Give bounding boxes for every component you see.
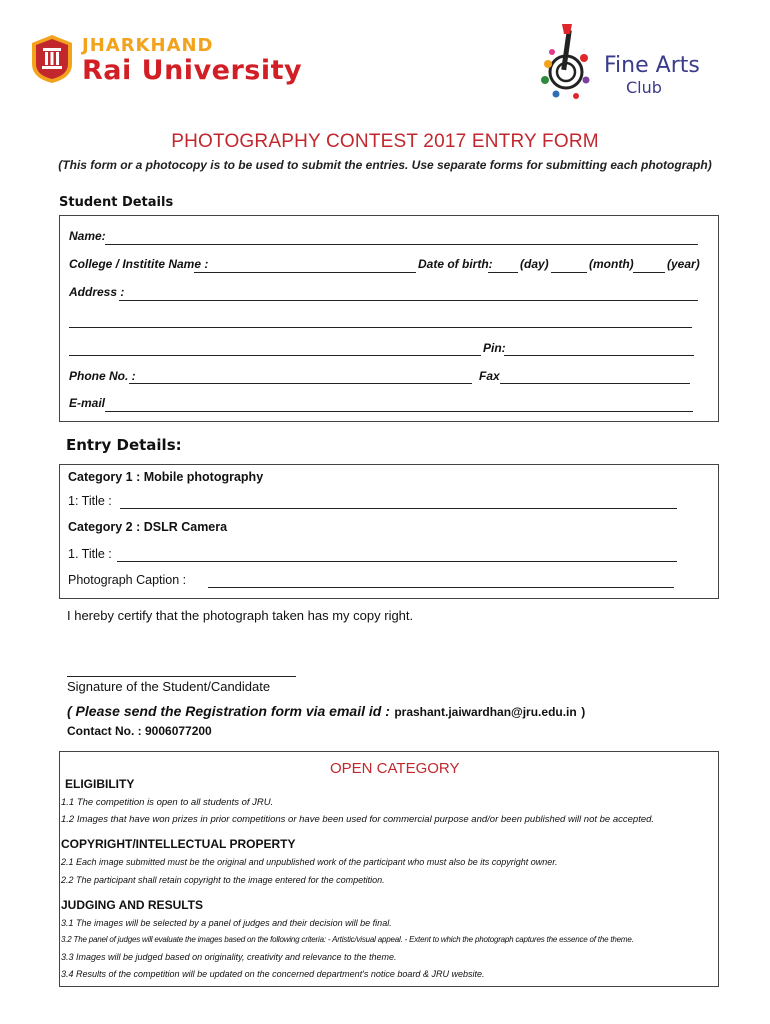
registration-suffix: )	[581, 705, 586, 719]
contact-number: Contact No. : 9006077200	[67, 724, 212, 738]
college-field[interactable]	[194, 272, 416, 273]
caption-field[interactable]	[208, 587, 674, 588]
entry-details-heading: Entry Details:	[66, 436, 182, 454]
eligibility-heading: ELIGIBILITY	[65, 777, 135, 791]
signature-label: Signature of the Student/Candidate	[67, 679, 271, 694]
category-1-title-label: 1: Title :	[68, 494, 112, 508]
address-field-line1[interactable]	[119, 300, 698, 301]
copyright-item-2: 2.2 The participant shall retain copyright to the image entered for the competition.	[61, 875, 385, 885]
student-details-heading: Student Details	[59, 195, 174, 210]
caption-label: Photograph Caption :	[68, 573, 187, 587]
club-name: Fine Arts	[604, 53, 700, 78]
judging-item-2: 3.2 The panel of judges will evaluate the images based on the following criteria: - Artistic/visual appeal. - Extent to which the photograph captures the essence of the theme.	[61, 935, 634, 944]
registration-note	[67, 703, 585, 721]
dob-month-field[interactable]	[551, 272, 587, 273]
student-details-box	[59, 215, 719, 422]
dob-day-label: (day)	[520, 257, 549, 271]
name-label: Name:	[69, 229, 106, 243]
fax-label: Fax	[479, 369, 500, 383]
form-subtitle: (This form or a photocopy is to be used to submit the entries. Use separate forms for submitting each photograph)	[58, 158, 712, 172]
pin-label: Pin:	[483, 341, 506, 355]
category-2-title-label: 1. Title :	[68, 547, 112, 561]
dob-day-field[interactable]	[488, 272, 518, 273]
name-field[interactable]	[105, 244, 698, 245]
judging-item-3: 3.3 Images will be judged based on originality, creativity and relevance to the theme.	[61, 952, 397, 962]
copyright-heading: COPYRIGHT/INTELLECTUAL PROPERTY	[61, 837, 296, 851]
dob-month-label: (month)	[589, 257, 634, 271]
address-field-line2[interactable]	[69, 327, 692, 328]
fax-field[interactable]	[500, 383, 690, 384]
eligibility-item-2: 1.2 Images that have won prizes in prior competitions or have been used for commercial purpose and/or been published will not be accepted.	[61, 814, 655, 825]
form-title: PHOTOGRAPHY CONTEST 2017 ENTRY FORM	[171, 131, 599, 152]
open-category-box	[59, 751, 719, 987]
email-label: E-mail	[69, 396, 106, 410]
university-crest-logo	[30, 34, 74, 84]
eligibility-item-1: 1.1 The competition is open to all students of JRU.	[61, 797, 274, 808]
judging-heading: JUDGING AND RESULTS	[61, 898, 204, 912]
address-field-line3[interactable]	[69, 355, 481, 356]
university-name-top: JHARKHAND	[82, 35, 214, 56]
category-2-title-field[interactable]	[117, 561, 677, 562]
address-label: Address :	[69, 285, 125, 299]
dob-year-field[interactable]	[633, 272, 665, 273]
university-name-main: Rai University	[82, 55, 303, 86]
category-2-heading: Category 2 : DSLR Camera	[68, 520, 228, 534]
dob-year-label: (year)	[667, 257, 700, 271]
registration-email[interactable]: prashant.jaiwardhan@jru.edu.in	[394, 705, 577, 719]
college-label: College / Institite Name :	[69, 257, 209, 271]
judging-item-4: 3.4 Results of the competition will be updated on the concerned department's notice board & JRU website.	[61, 969, 485, 979]
fine-arts-club-logo	[536, 22, 608, 104]
copyright-item-1: 2.1 Each image submitted must be the original and unpublished work of the participant who must also be its copyright owner.	[61, 857, 558, 867]
phone-field[interactable]	[129, 383, 472, 384]
dob-label: Date of birth:	[418, 257, 493, 271]
certify-statement: I hereby certify that the photograph taken has my copy right.	[67, 608, 414, 623]
entry-details-box	[59, 464, 719, 599]
open-category-title: OPEN CATEGORY	[330, 760, 460, 777]
email-field[interactable]	[105, 411, 693, 412]
category-1-heading: Category 1 : Mobile photography	[68, 470, 264, 484]
club-sub: Club	[626, 78, 662, 97]
judging-item-1: 3.1 The images will be selected by a panel of judges and their decision will be final.	[61, 918, 392, 928]
pin-field[interactable]	[504, 355, 694, 356]
registration-prefix: ( Please send the Registration form via email id :	[67, 703, 390, 719]
category-1-title-field[interactable]	[120, 508, 677, 509]
phone-label: Phone No. :	[69, 369, 136, 383]
signature-line[interactable]	[67, 676, 296, 677]
